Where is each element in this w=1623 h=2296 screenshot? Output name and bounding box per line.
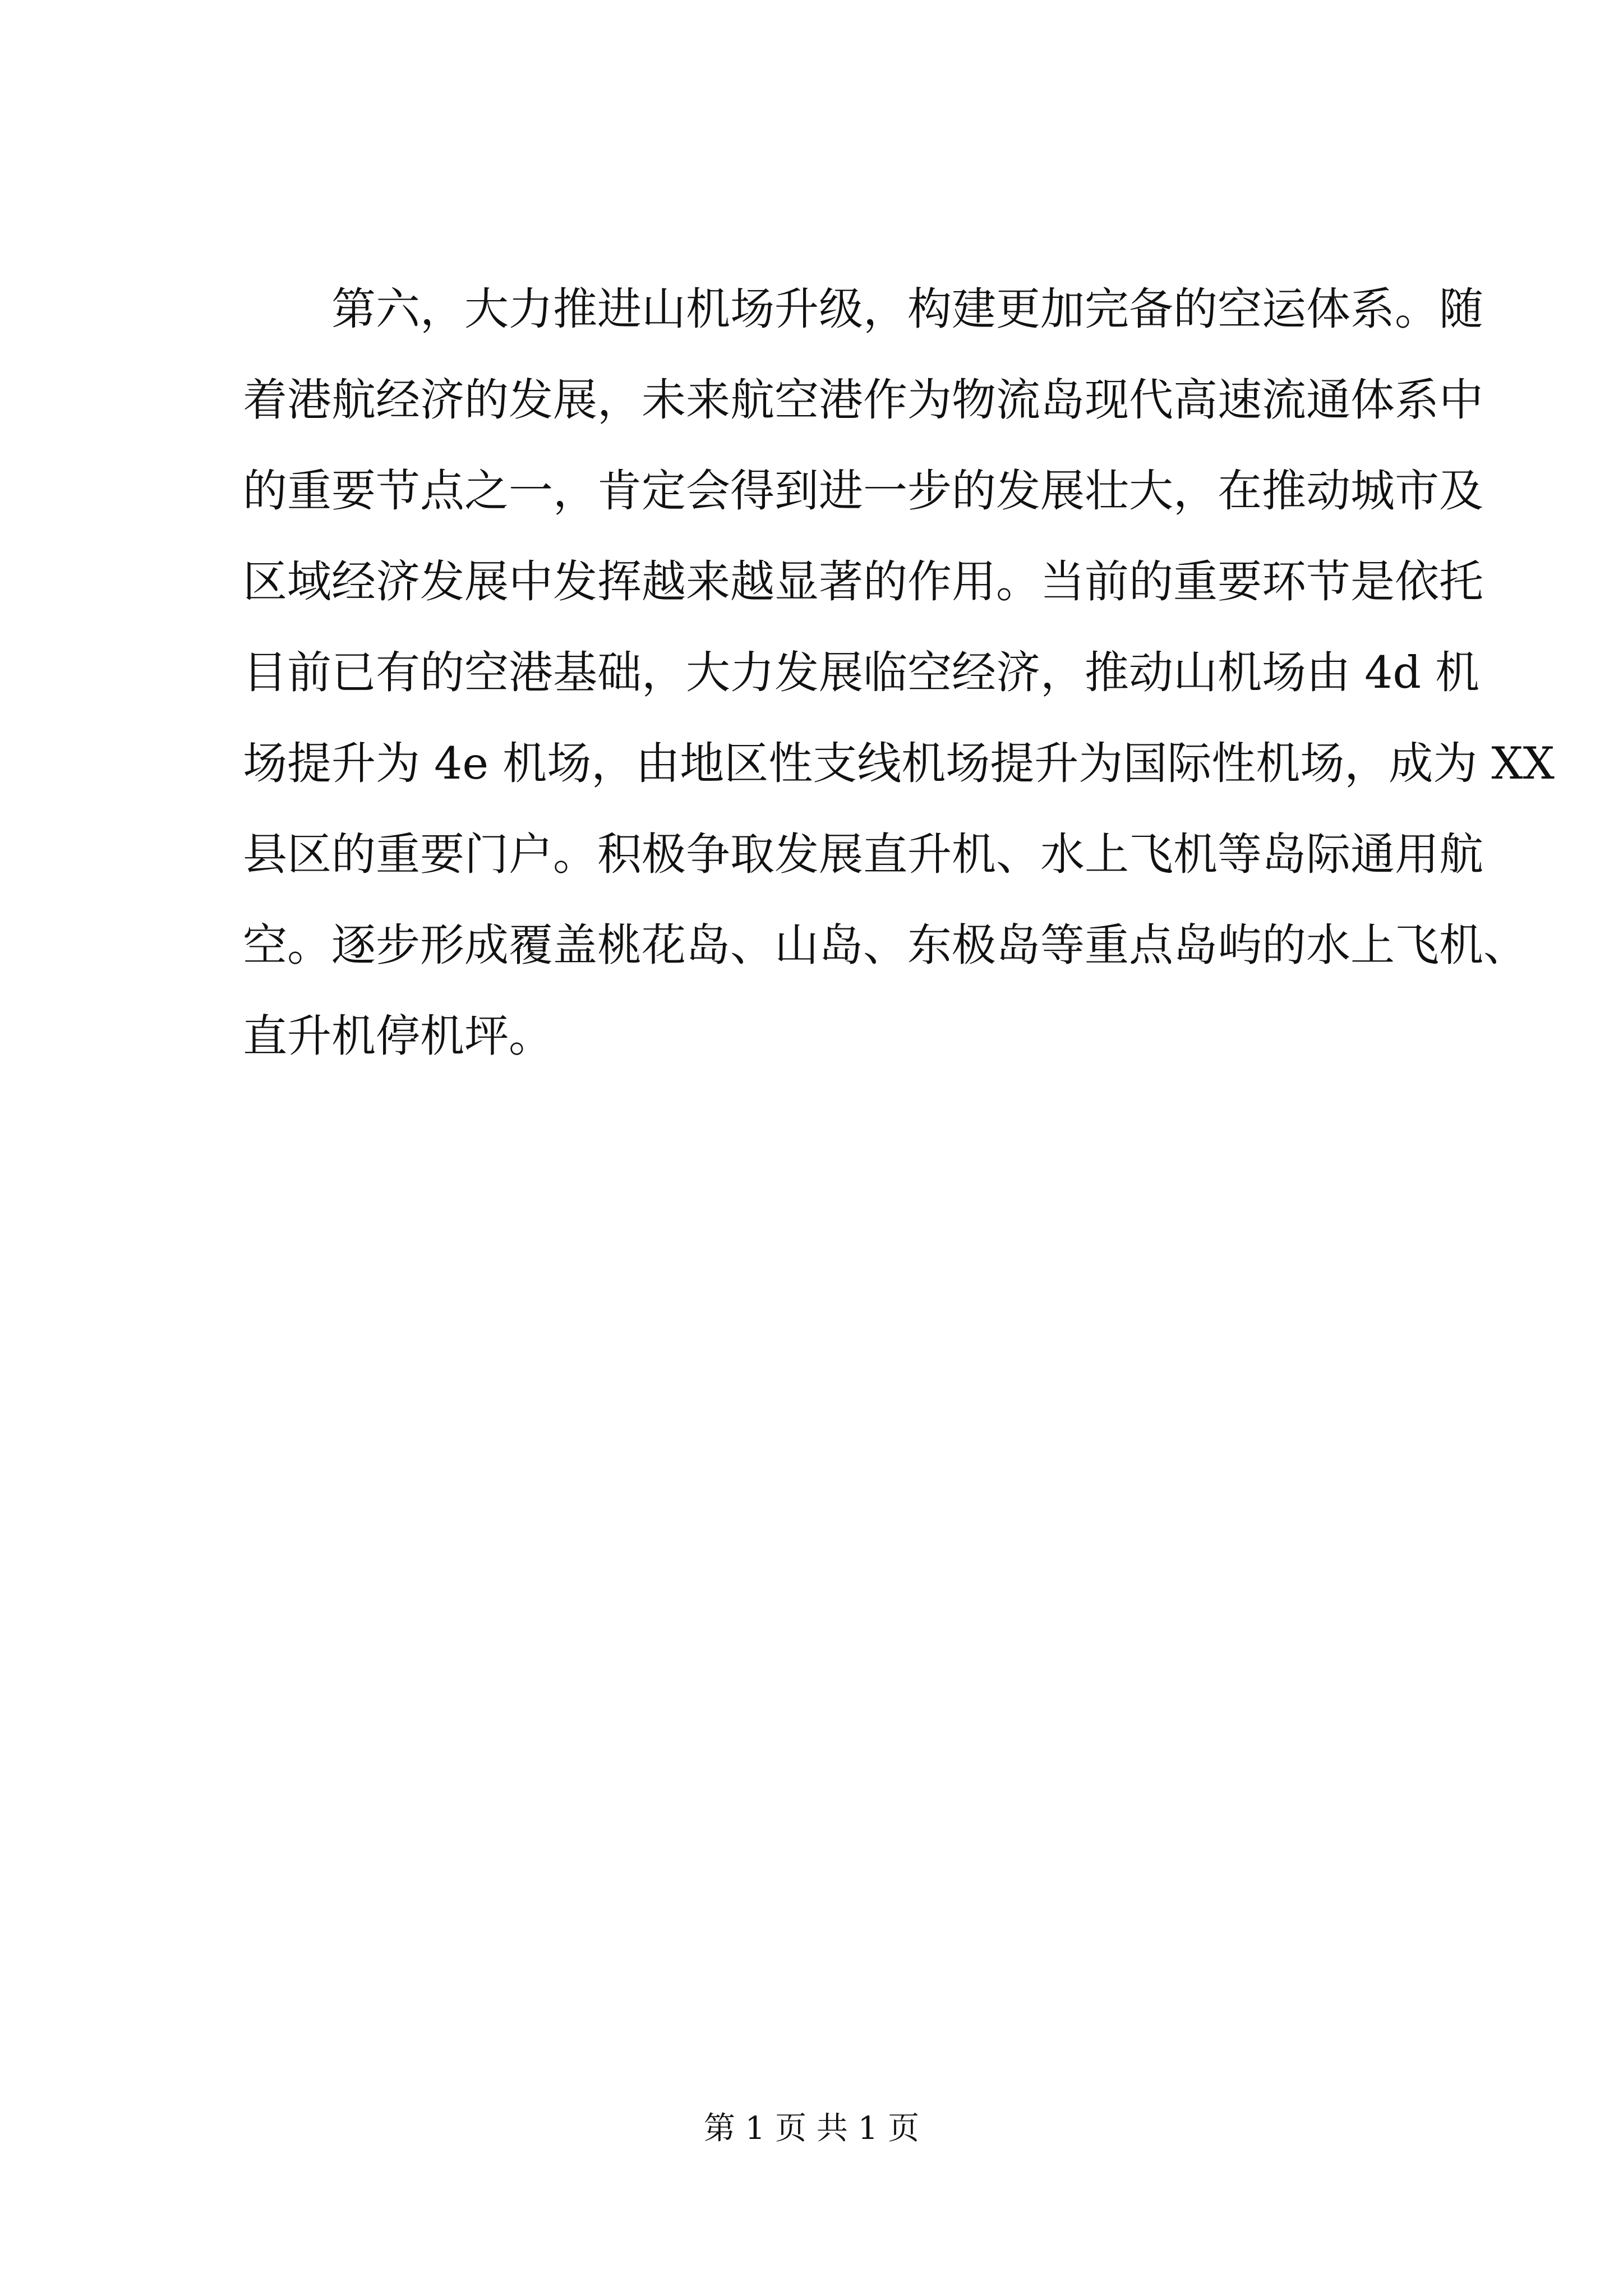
paragraph-line: 空。逐步形成覆盖桃花岛、山岛、东极岛等重点岛屿的水上飞机、 [243,919,1528,971]
paragraph-line: 第六，大力推进山机场升级，构建更加完备的空运体系。随 [331,283,1483,335]
paragraph-line: 场提升为 4e 机场，由地区性支线机场提升为国际性机场，成为 XX [243,738,1555,789]
body-paragraph [243,264,1555,1082]
paragraph-line: 着港航经济的发展，未来航空港作为物流岛现代高速流通体系中 [243,374,1483,426]
paragraph-line: 区域经济发展中发挥越来越显著的作用。当前的重要环节是依托 [243,556,1483,608]
paragraph-line: 的重要节点之一，肯定会得到进一步的发展壮大，在推动城市及 [243,465,1483,517]
paragraph-line: 直升机停机坪。 [243,1010,553,1062]
paragraph-line: 目前已有的空港基础，大力发展临空经济，推动山机场由 4d 机 [243,647,1480,698]
page-number-footer: 第 1 页 共 1 页 [703,2110,920,2147]
paragraph-line: 县区的重要门户。积极争取发展直升机、水上飞机等岛际通用航 [243,829,1483,880]
